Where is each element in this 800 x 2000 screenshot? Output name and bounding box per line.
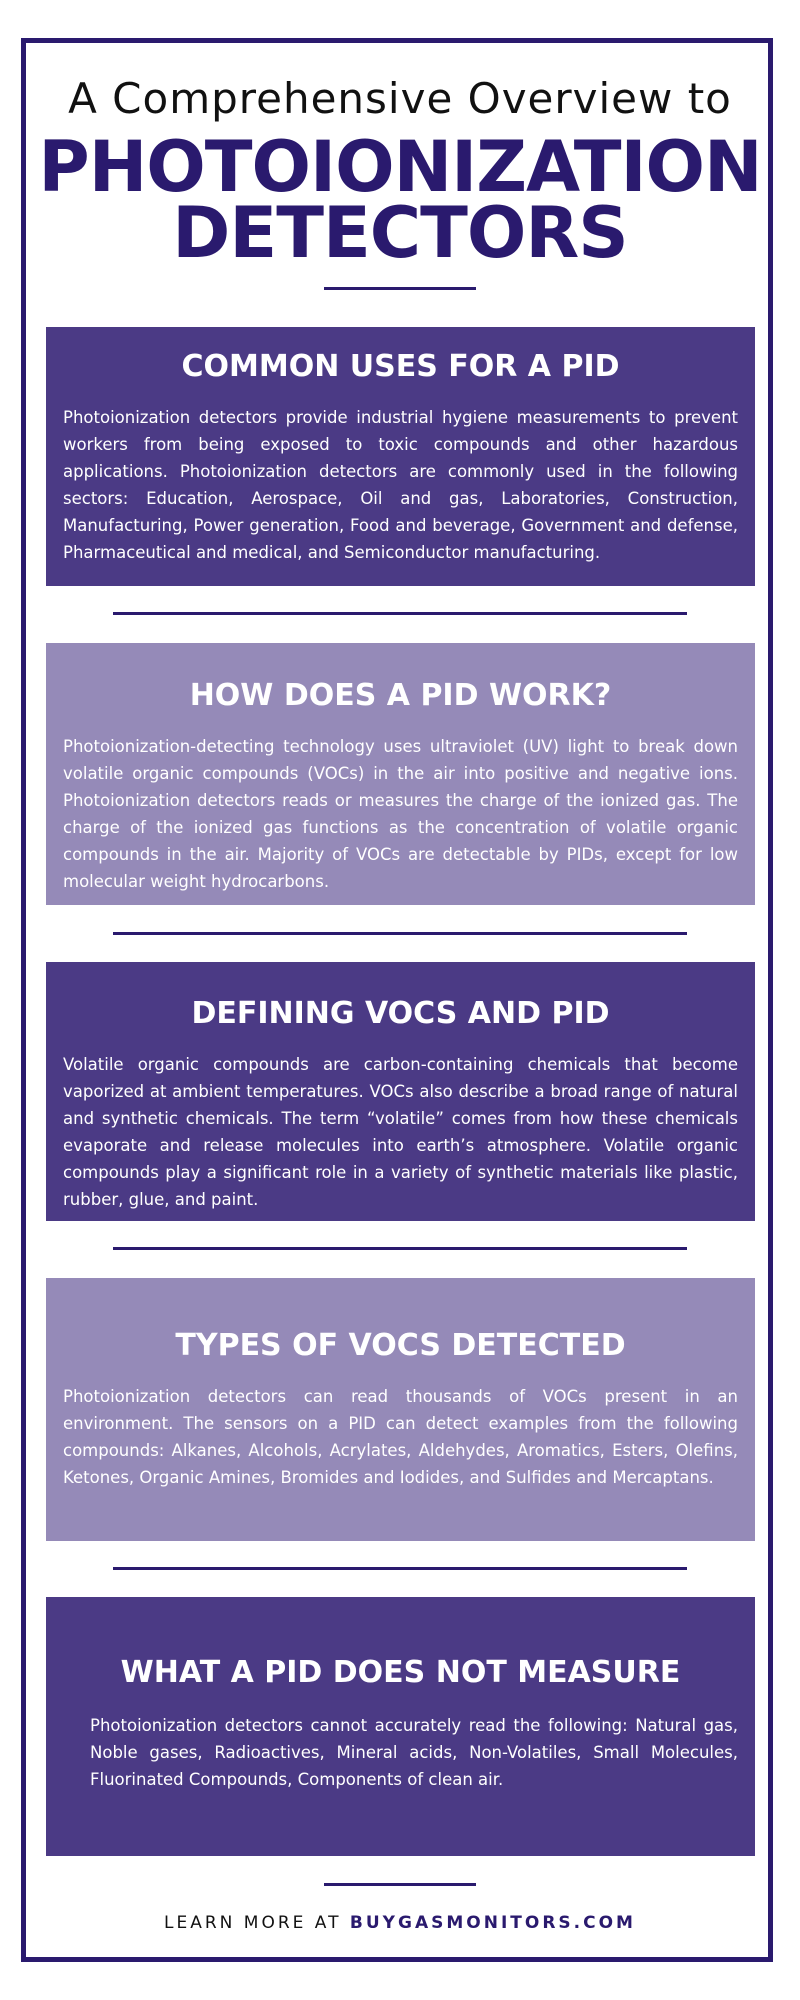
section-how-it-works (46, 643, 755, 905)
section-divider (113, 612, 687, 615)
footer-prefix: LEARN MORE AT (164, 1913, 342, 1933)
footer-divider (324, 1883, 476, 1886)
section-does-not-measure (46, 1597, 755, 1856)
section-heading: WHAT A PID DOES NOT MEASURE (120, 1655, 681, 1690)
section-defining-vocs (46, 962, 755, 1221)
section-body: Photoionization detectors provide industrial hygiene measurements to prevent workers from being exposed to toxic compounds and other hazardous applications. Photoionization detectors are commonly used in the following sectors: Education, Aerospace, Oil and gas, Laboratories, Construction, Manufacturing, Power generation, Food and beverage, Government and defense, Pharmaceutical and medical, and Semiconductor manufacturing. (63, 408, 738, 562)
section-heading: HOW DOES A PID WORK? (189, 678, 612, 713)
page-subtitle: A Comprehensive Overview to (68, 74, 732, 123)
section-body: Volatile organic compounds are carbon-containing chemicals that become vaporized at ambient temperatures. VOCs also describe a broad range of natural and synthetic chemicals. The term “volatile” comes from how these chemicals evaporate and release molecules into earth’s atmosphere. Volatile organic compounds play a significant role in a variety of synthetic materials like plastic, rubber, glue, and paint. (63, 1055, 738, 1209)
section-divider (113, 932, 687, 935)
footer (0, 1913, 800, 1933)
footer-brand-link[interactable]: BUYGASMONITORS.COM (349, 1913, 636, 1933)
section-heading: TYPES OF VOCS DETECTED (175, 1328, 626, 1363)
page-title (0, 126, 800, 274)
section-divider (113, 1567, 687, 1570)
section-body: Photoionization detectors can read thousands of VOCs present in an environment. The sensors on a PID can detect examples from the following compounds: Alkanes, Alcohols, Acrylates, Aldehydes, Aromatics, Esters, Olefins, Ketones, Organic Amines, Bromides and Iodides, and Sulfides and Mercaptans. (63, 1387, 738, 1487)
section-heading: DEFINING VOCS AND PID (191, 996, 610, 1031)
title-line-1: PHOTOIONIZATION (38, 126, 762, 208)
section-body: Photoionization detectors cannot accurately read the following: Natural gas, Noble gases, Radioactives, Mineral acids, Non-Volatiles, Small Molecules, Fluorinated Compounds, Components of clean air. (90, 1716, 738, 1789)
title-line-2: DETECTORS (172, 192, 628, 274)
section-body: Photoionization-detecting technology uses ultraviolet (UV) light to break down volatile organic compounds (VOCs) in the air into positive and negative ions. Photoionization detectors reads or measures the charge of the ionized gas. The charge of the ionized gas functions as the concentration of volatile organic compounds in the air. Majority of VOCs are detectable by PIDs, except for low molecular weight hydrocarbons. (63, 737, 738, 891)
page-header (0, 72, 800, 274)
section-divider (113, 1247, 687, 1250)
section-common-uses (46, 327, 755, 586)
section-heading: COMMON USES FOR A PID (181, 349, 620, 384)
section-types-of-vocs (46, 1278, 755, 1541)
header-divider (324, 287, 476, 290)
